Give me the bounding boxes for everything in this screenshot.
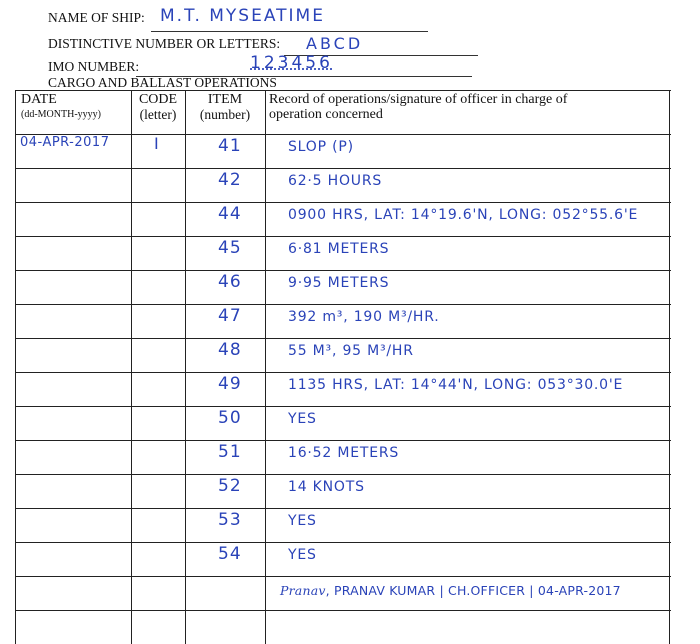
row-item-number: 44 [218,204,242,224]
code-header-sub: (letter) [139,107,177,122]
row-code: I [154,134,159,153]
row-record: 0900 HRS, LAT: 14°19.6'N, LONG: 052°55.6'E [288,207,639,223]
row-divider [16,134,671,135]
row-record: YES [288,547,317,563]
row-record: 6·81 METERS [288,241,390,257]
imo-number-value: 123456 [250,53,333,73]
row-item-number: 47 [218,306,242,326]
table-row [16,202,671,236]
officer-signature-entry [280,583,621,598]
row-item-number: 50 [218,408,242,428]
row-record: 14 KNOTS [288,479,365,495]
table-row [16,338,671,372]
record-header-line1: Record of operations/signature of officer in charge of [269,92,568,107]
imo-number-label: IMO NUMBER: [48,59,140,74]
row-item-number: 52 [218,476,242,496]
table-row [16,542,671,576]
section-title: CARGO AND BALLAST OPERATIONS [48,75,277,90]
table-row [16,270,671,304]
row-item-number: 42 [218,170,242,190]
table-row [16,406,671,440]
row-divider [16,236,671,237]
row-record: 9·95 METERS [288,275,390,291]
row-divider [16,440,671,441]
date-header-format: (dd-MONTH-yyyy) [21,109,101,120]
row-divider [16,372,671,373]
table-row [16,508,671,542]
row-item-number: 48 [218,340,242,360]
row-divider [16,576,671,577]
row-divider [16,270,671,271]
row-divider [16,610,671,611]
code-header-label: CODE [138,92,178,107]
row-record: 1135 HRS, LAT: 14°44'N, LONG: 053°30.0'E [288,377,624,393]
table-row [16,474,671,508]
row-divider [16,304,671,305]
row-record: 55 M³, 95 M³/HR [288,343,414,359]
table-row [16,304,671,338]
row-item-number: 46 [218,272,242,292]
row-item-number: 53 [218,510,242,530]
table-row [16,440,671,474]
table-row [16,372,671,406]
row-record: 62·5 HOURS [288,173,383,189]
signature-text: , PRANAV KUMAR | CH.OFFICER | 04-APR-2017 [325,583,621,598]
record-header-line2: operation concerned [269,107,383,122]
row-record: YES [288,411,317,427]
ship-name-underline [151,31,428,32]
signature-initials: Pranav [280,583,326,598]
date-header-label: DATE [21,92,57,107]
row-item-number: 49 [218,374,242,394]
item-header-sub: (number) [199,107,251,122]
code-column-header [131,92,185,122]
item-column-header [185,92,265,122]
row-divider [16,474,671,475]
row-record: YES [288,513,317,529]
table-row [16,168,671,202]
row-item-number: 54 [218,544,242,564]
distinctive-number-label: DISTINCTIVE NUMBER OR LETTERS: [48,36,281,51]
row-record: SLOP (P) [288,139,354,155]
row-divider [16,168,671,169]
item-header-label: ITEM [207,92,243,107]
row-divider [16,338,671,339]
row-divider [16,542,671,543]
record-column-header [269,92,669,122]
row-divider [16,508,671,509]
distinctive-number-value: ABCD [306,34,364,53]
record-table [15,90,671,644]
row-date: 04-APR-2017 [20,135,110,150]
table-row [16,134,671,168]
ship-name-label: NAME OF SHIP: [48,10,145,25]
row-item-number: 41 [218,136,242,156]
row-divider [16,406,671,407]
row-divider [16,202,671,203]
row-item-number: 45 [218,238,242,258]
row-record: 16·52 METERS [288,445,400,461]
ship-name-value: M.T. MYSEATIME [160,6,325,26]
table-row [16,236,671,270]
row-item-number: 51 [218,442,242,462]
row-record: 392 m³, 190 M³/HR. [288,309,440,325]
date-column-header [18,92,133,122]
